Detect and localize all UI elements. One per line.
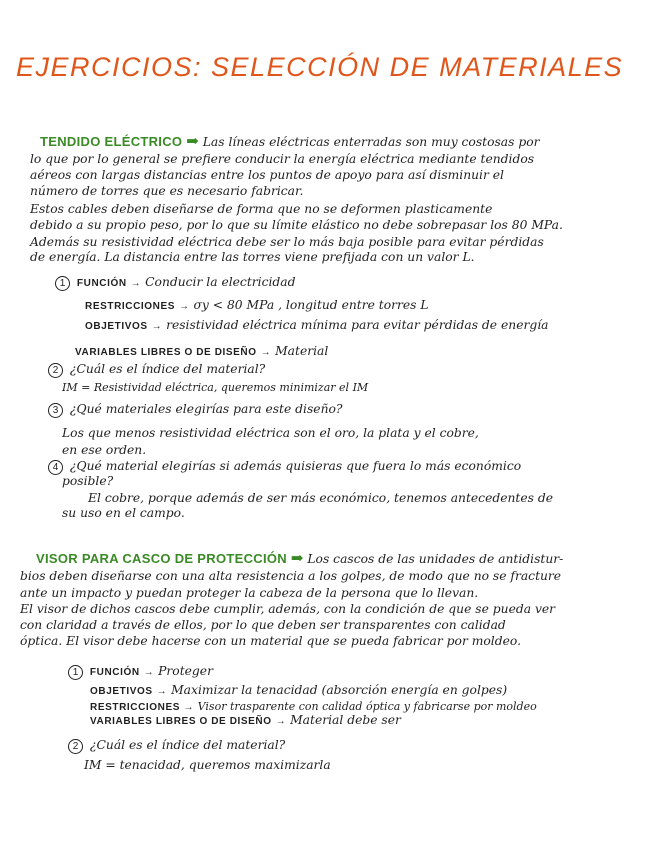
section2-heading: VISOR PARA CASCO DE PROTECCIÓN (36, 551, 287, 566)
s1-q4-number: 4 (48, 460, 63, 475)
section1-intro-6: Además su resistividad eléctrica debe ser lo más baja posible para evitar pérdidas (30, 235, 544, 249)
s1-q4-answer-0: El cobre, porque además de ser más económico, tenemos antecedentes de (88, 491, 553, 505)
section1-heading-line (40, 134, 540, 150)
s1-q2-question (48, 362, 265, 378)
page-title: EJERCICIOS: SELECCIÓN DE MATERIALES (16, 52, 624, 82)
s2-q1-var-label: VARIABLES LIBRES O DE DISEÑO (90, 716, 272, 727)
section2-intro-4: con claridad a través de ellos, por lo que deben ser transparentes con calidad (20, 618, 506, 632)
s1-q1-variables: VARIABLES LIBRES O DE DISEÑO → Material (75, 344, 329, 358)
s2-q1-restr-label: RESTRICCIONES (90, 702, 181, 713)
arrow-right-icon: ➡ (186, 132, 199, 150)
s2-q1-obj-value: Maximizar la tenacidad (absorción energía en golpes) (171, 683, 508, 697)
s2-q1-obj-label: OBJETIVOS (90, 686, 153, 697)
s1-q3-question (48, 402, 342, 418)
section1-intro-5: debido a su propio peso, por lo que su límite elástico no debe sobrepasar los 80 MPa. (30, 218, 563, 232)
section2-intro-1: bios deben diseñarse con una alta resistencia a los golpes, de modo que no se fracture (20, 569, 562, 583)
s1-q1-restr-label: RESTRICCIONES (85, 301, 176, 312)
section1-intro-7: de energía. La distancia entre las torres viene prefijada con un valor L. (30, 250, 475, 264)
section1-intro-2: aéreos con largas distancias entre los puntos de apoyo para así disminuir el (30, 168, 504, 182)
section1-heading: TENDIDO ELÉCTRICO (40, 134, 183, 149)
s1-q1-obj-label: OBJETIVOS (85, 321, 148, 332)
s1-q1-function-value: Conducir la electricidad (145, 275, 296, 289)
section1-intro-3: número de torres que es necesario fabricar. (30, 184, 304, 198)
s2-q2-answer: IM = tenacidad, queremos maximizarla (84, 758, 331, 772)
s1-q1-number: 1 (55, 276, 70, 291)
s1-q4-text-0: ¿Qué material elegirías si además quisieras que fuera lo más económico (69, 459, 522, 473)
section2-intro-0: Los cascos de las unidades de antidistur- (307, 552, 564, 566)
s1-q4-answer-1: su uso en el campo. (62, 506, 185, 520)
s1-q4-question (48, 459, 521, 475)
section2-heading-line (36, 551, 563, 567)
s1-q3-text: ¿Qué materiales elegirías para este diseño? (69, 402, 343, 416)
s1-q3-answer-1: en ese orden. (62, 443, 147, 457)
s2-q1-function-label: FUNCIÓN (89, 667, 140, 678)
s1-q1-objectives: OBJETIVOS → resistividad eléctrica mínima para evitar pérdidas de energía (85, 318, 549, 332)
s1-q2-number: 2 (48, 363, 63, 378)
s1-q4-text-1: posible? (62, 474, 114, 488)
section1-intro-1: lo que por lo general se prefiere conducir la energía eléctrica mediante tendidos (30, 152, 535, 166)
section2-intro-2: ante un impacto y puedan proteger la cabeza de la persona que lo llevan. (20, 586, 479, 600)
s1-q1-function: 1 FUNCIÓN → Conducir la electricidad (55, 275, 295, 291)
s2-q1-var-value: Material debe ser (290, 713, 401, 727)
s1-q1-restrictions: RESTRICCIONES → σy < 80 MPa , longitud entre torres L (85, 298, 429, 312)
section1-intro-4: Estos cables deben diseñarse de forma que no se deformen plasticamente (30, 202, 493, 216)
s2-q1-function-value: Proteger (158, 664, 213, 678)
section1-intro-0: Las líneas eléctricas enterradas son muy costosas por (202, 135, 540, 149)
s1-q1-restr-value: σy < 80 MPa , longitud entre torres L (193, 298, 429, 312)
s1-q1-var-value: Material (275, 344, 329, 358)
s2-q1-restrictions: RESTRICCIONES → Visor trasparente con calidad óptica y fabricarse por moldeo (90, 700, 537, 713)
s1-q3-answer-0: Los que menos resistividad eléctrica son el oro, la plata y el cobre, (62, 426, 479, 440)
s1-q2-answer: IM = Resistividad eléctrica, queremos minimizar el IM (62, 381, 369, 394)
s1-q1-function-label: FUNCIÓN (76, 278, 127, 289)
s2-q1-variables: VARIABLES LIBRES O DE DISEÑO → Material debe ser (90, 713, 401, 727)
s1-q1-obj-value: resistividad eléctrica mínima para evitar pérdidas de energía (166, 318, 549, 332)
s2-q1-restr-value: Visor trasparente con calidad óptica y fabricarse por moldeo (197, 700, 537, 713)
s1-q1-var-label: VARIABLES LIBRES O DE DISEÑO (75, 347, 257, 358)
s2-q2-number: 2 (68, 739, 83, 754)
s2-q1-objectives: OBJETIVOS → Maximizar la tenacidad (absorción energía en golpes) (90, 683, 508, 697)
arrow-right-icon: ➡ (290, 549, 304, 567)
s1-q3-number: 3 (48, 403, 63, 418)
s1-q2-text: ¿Cuál es el índice del material? (69, 362, 266, 376)
s2-q2-question (68, 738, 285, 754)
s2-q2-text: ¿Cuál es el índice del material? (89, 738, 286, 752)
section2-intro-3: El visor de dichos cascos debe cumplir, además, con la condición de que se pueda ver (20, 602, 556, 616)
s2-q1-number: 1 (68, 665, 83, 680)
s2-q1-function: 1 FUNCIÓN → Proteger (68, 664, 213, 680)
section2-intro-5: óptica. El visor debe hacerse con un material que se pueda fabricar por moldeo. (20, 634, 521, 648)
